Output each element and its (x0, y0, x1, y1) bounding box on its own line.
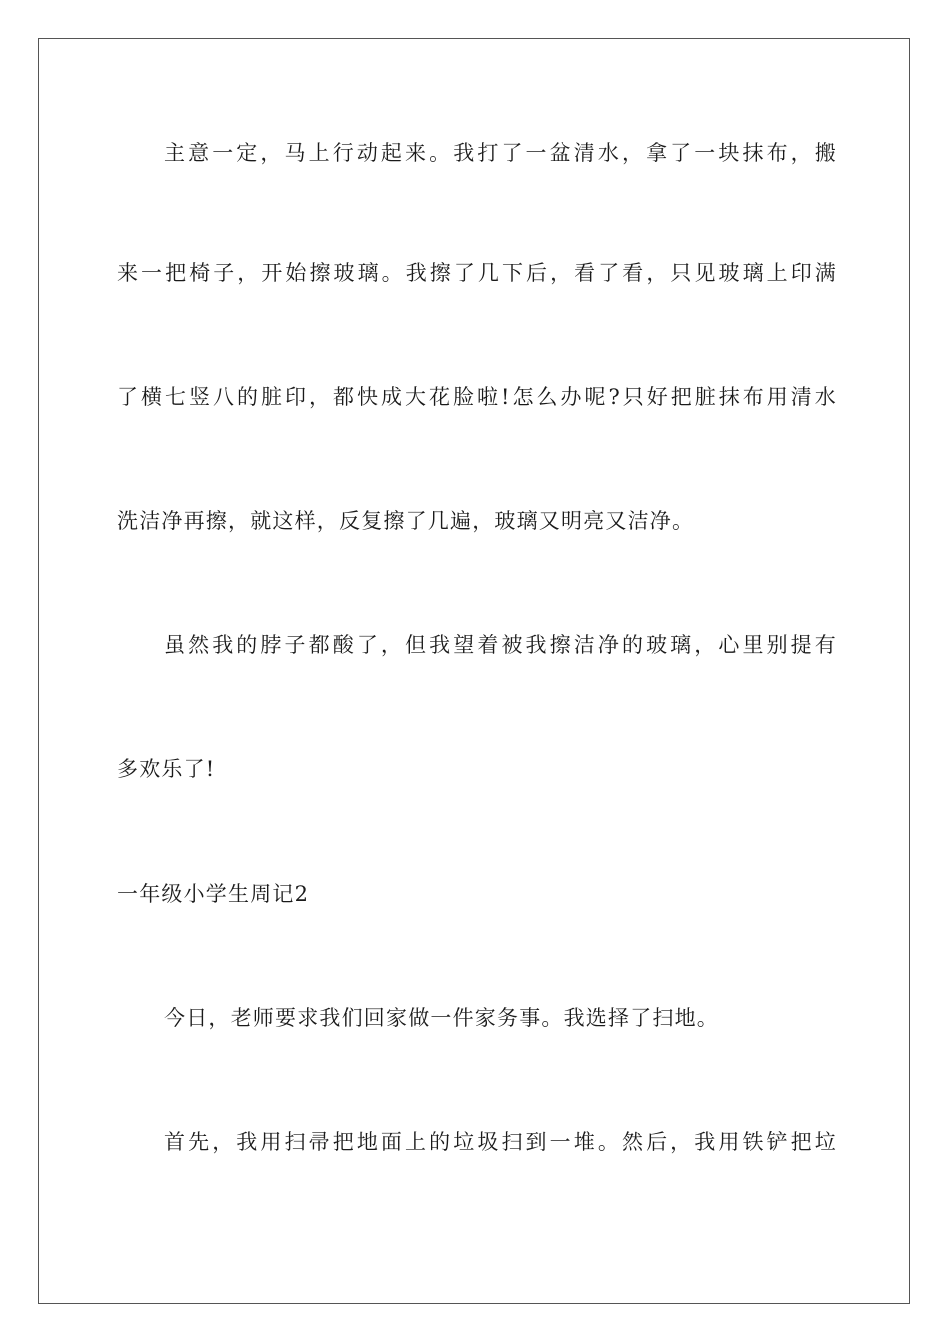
paragraph-1-line-4: 洗洁净再擦，就这样，反复擦了几遍，玻璃又明亮又洁净。 (117, 509, 695, 533)
paragraph-4-line-1: 首先，我用扫帚把地面上的垃圾扫到一堆。然后，我用铁铲把垃 (164, 1130, 837, 1154)
page-border (38, 38, 910, 1304)
paragraph-1-line-1: 主意一定，马上行动起来。我打了一盆清水，拿了一块抹布，搬 (164, 141, 837, 165)
paragraph-3-line-1: 今日，老师要求我们回家做一件家务事。我选择了扫地。 (164, 1006, 719, 1030)
paragraph-2-line-2: 多欢乐了! (117, 757, 216, 781)
paragraph-2-line-1: 虽然我的脖子都酸了，但我望着被我擦洁净的玻璃，心里别提有 (164, 633, 837, 657)
section-heading: 一年级小学生周记2 (117, 882, 310, 906)
paragraph-1-line-3: 了横七竖八的脏印，都快成大花脸啦!怎么办呢?只好把脏抹布用清水 (117, 385, 837, 409)
paragraph-1-line-2: 来一把椅子，开始擦玻璃。我擦了几下后，看了看，只见玻璃上印满 (117, 261, 837, 285)
